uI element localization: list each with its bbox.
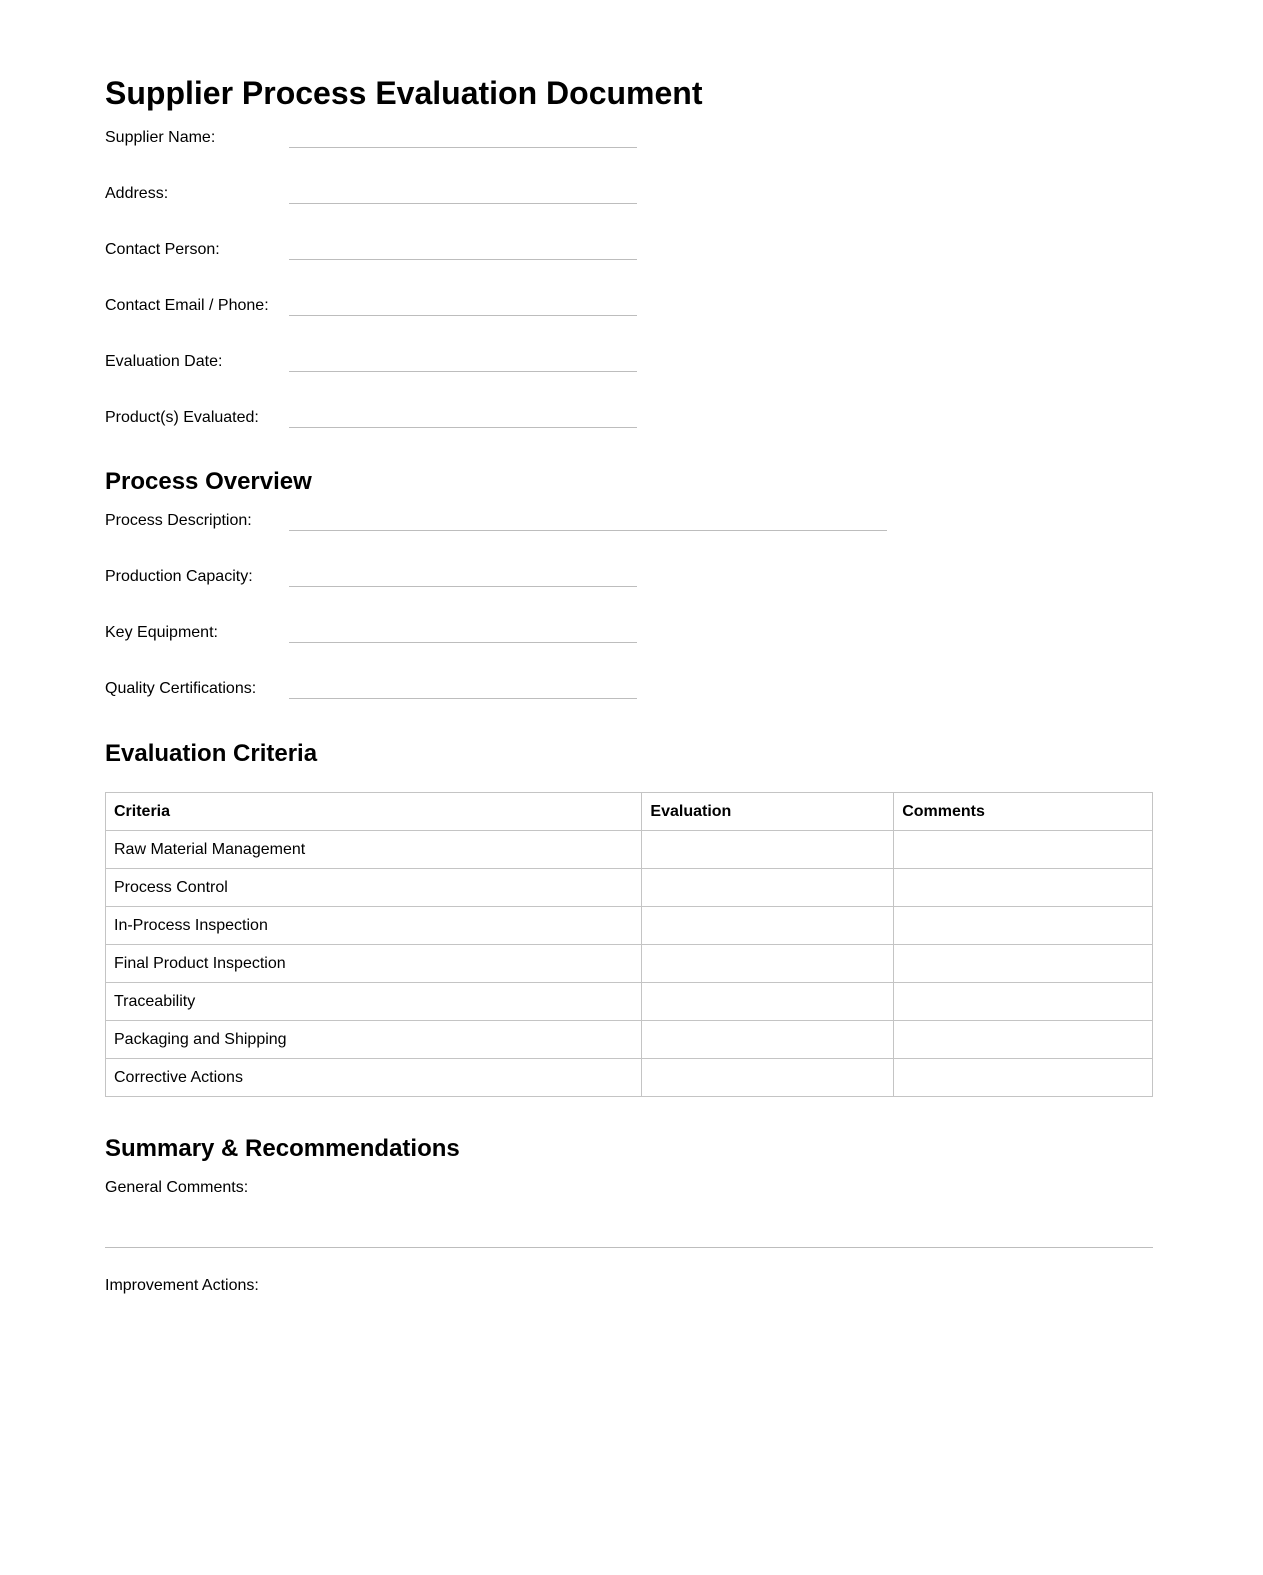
criteria-cell: Packaging and Shipping xyxy=(106,1021,642,1059)
criteria-cell: Process Control xyxy=(106,869,642,907)
table-row xyxy=(106,1021,1153,1059)
evaluation-cell[interactable] xyxy=(642,945,894,983)
field-label: Key Equipment: xyxy=(105,624,218,641)
field-label: Address: xyxy=(105,185,169,202)
evaluation-cell[interactable] xyxy=(642,869,894,907)
criteria-cell: Traceability xyxy=(106,983,642,1021)
comments-cell[interactable] xyxy=(894,907,1153,945)
evaluation-criteria-table xyxy=(105,792,1153,1097)
contact-email-phone-input[interactable] xyxy=(289,315,637,316)
evaluation-date-input[interactable] xyxy=(289,371,637,372)
key-equipment-input[interactable] xyxy=(289,642,637,643)
field-contact-person xyxy=(105,240,1153,280)
table-row xyxy=(106,983,1153,1021)
field-contact-email-phone xyxy=(105,296,1153,336)
field-production-capacity xyxy=(105,567,1153,607)
address-input[interactable] xyxy=(289,203,637,204)
quality-certifications-input[interactable] xyxy=(289,698,637,699)
process-description-input[interactable] xyxy=(289,530,887,531)
comments-cell[interactable] xyxy=(894,1059,1153,1097)
field-label: Process Description: xyxy=(105,512,252,529)
section-heading-summary: Summary & Recommendations xyxy=(105,1135,460,1162)
evaluation-cell[interactable] xyxy=(642,831,894,869)
field-label: Supplier Name: xyxy=(105,129,216,146)
column-header-evaluation: Evaluation xyxy=(642,793,894,831)
comments-cell[interactable] xyxy=(894,945,1153,983)
field-products-evaluated xyxy=(105,408,1153,448)
criteria-cell: Final Product Inspection xyxy=(106,945,642,983)
table-row xyxy=(106,907,1153,945)
field-address xyxy=(105,184,1153,224)
comments-cell[interactable] xyxy=(894,869,1153,907)
field-key-equipment xyxy=(105,623,1153,663)
field-label: Contact Person: xyxy=(105,241,220,258)
field-label: Product(s) Evaluated: xyxy=(105,409,259,426)
evaluation-cell[interactable] xyxy=(642,1021,894,1059)
products-evaluated-input[interactable] xyxy=(289,427,637,428)
contact-person-input[interactable] xyxy=(289,259,637,260)
table-row xyxy=(106,831,1153,869)
criteria-cell: Raw Material Management xyxy=(106,831,642,869)
column-header-criteria: Criteria xyxy=(106,793,642,831)
supplier-name-input[interactable] xyxy=(289,147,637,148)
table-row xyxy=(106,945,1153,983)
general-comments-label: General Comments: xyxy=(105,1179,249,1196)
criteria-cell: In-Process Inspection xyxy=(106,907,642,945)
production-capacity-input[interactable] xyxy=(289,586,637,587)
evaluation-cell[interactable] xyxy=(642,907,894,945)
section-heading-evaluation-criteria: Evaluation Criteria xyxy=(105,740,318,767)
comments-cell[interactable] xyxy=(894,831,1153,869)
section-heading-process-overview: Process Overview xyxy=(105,468,312,495)
column-header-comments: Comments xyxy=(894,793,1153,831)
field-label: Contact Email / Phone: xyxy=(105,297,269,314)
criteria-cell: Corrective Actions xyxy=(106,1059,642,1097)
field-label: Evaluation Date: xyxy=(105,353,223,370)
field-process-description xyxy=(105,511,1153,551)
field-supplier-name xyxy=(105,128,1153,168)
table-header-row xyxy=(106,793,1153,831)
field-quality-certifications xyxy=(105,679,1153,719)
field-evaluation-date xyxy=(105,352,1153,392)
table-row xyxy=(106,869,1153,907)
comments-cell[interactable] xyxy=(894,1021,1153,1059)
general-comments-input[interactable] xyxy=(105,1247,1153,1248)
evaluation-cell[interactable] xyxy=(642,983,894,1021)
field-label: Quality Certifications: xyxy=(105,680,257,697)
document-title: Supplier Process Evaluation Document xyxy=(105,75,703,111)
table-row xyxy=(106,1059,1153,1097)
evaluation-cell[interactable] xyxy=(642,1059,894,1097)
improvement-actions-label: Improvement Actions: xyxy=(105,1277,259,1294)
improvement-actions-area[interactable] xyxy=(105,1300,1153,1420)
field-label: Production Capacity: xyxy=(105,568,253,585)
comments-cell[interactable] xyxy=(894,983,1153,1021)
